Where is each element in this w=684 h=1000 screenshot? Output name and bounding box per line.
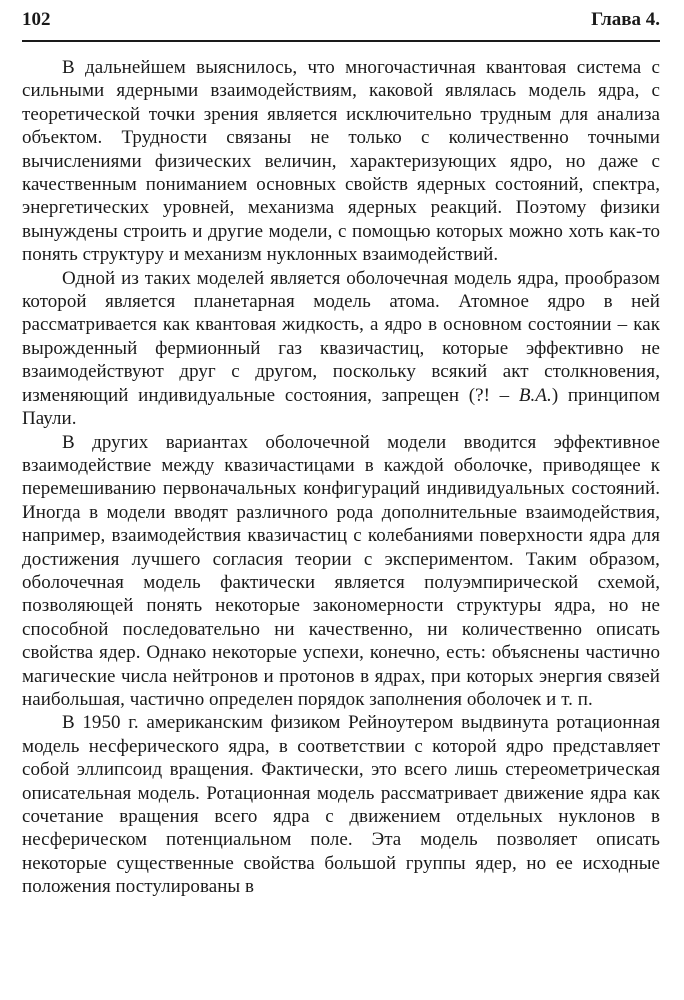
paragraph-2-text: Одной из таких моделей является оболочечная модель ядра, прообразом которой является планетарная модель атома. Атомное ядро в ней рассматривается как квантовая жидкость, а ядро в основном состоянии – как вырожденный фермионный газ квазичастиц, которые эффективно не взаимодействуют друг с другом, поскольку всякий акт столкновения, изменяющий индивидуальные состояния, запрещен (?! – bbox=[22, 267, 660, 406]
paragraph-4: В 1950 г. американским физиком Рейноутером выдвинута ротационная модель несферического ядра, в соответствии с которой ядро представляет собой эллипсоид вращения. Фактически, это всего лишь стереометрическая описательная модель. Ротационная модель рассматривает движение ядра как сочетание вращения всего ядра с движением отдельных нуклонов в несферическом потенциальном поле. Эта модель позволяет описать некоторые существенные свойства большой группы ядер, но ее исходные положения постулированы в bbox=[22, 712, 660, 898]
author-initials: В.А. bbox=[518, 384, 552, 406]
paragraph-2 bbox=[22, 267, 660, 431]
paragraph-3: В других вариантах оболочечной модели вводится эффективное взаимодействие между квазичастицами в каждой оболочке, приводящее к перемешиванию первоначальных конфигураций индивидуальных состояний. Иногда в модели вводят различного рода дополнительные взаимодействия, например, взаимодействия квазичастиц с колебаниями поверхности ядра для достижения лучшего согласия теории с экспериментом. Таким образом, оболочечная модель фактически является полуэмпирической схемой, позволяющей понять некоторые закономерности структуры ядра, но не способной последовательно ни качественно, ни количественно описать свойства ядер. Однако некоторые успехи, конечно, есть: объяснены частично магические числа нейтронов и протонов в ядрах, при которых энергия связей наибольшая, частично определен порядок заполнения оболочек и т. п. bbox=[22, 431, 660, 710]
paragraph-2-tail: ) принципом Паули. bbox=[22, 384, 660, 430]
chapter-title: Глава 4. bbox=[591, 9, 660, 30]
paragraph-1: В дальнейшем выяснилось, что многочастичная квантовая система с сильными ядерными взаимодействиям, каковой являлась модель ядра, с теоретической точки зрения является исключительно трудным для анализа объектом. Трудности связаны не только с количественно точными вычислениями физических величин, характеризующих ядро, но даже с качественным пониманием основных свойств ядерных состояний, спектра, энергетических уровней, механизма ядерных реакций. Поэтому физики вынуждены строить и другие модели, с помощью которых можно хоть как-то понять структуру и механизм нуклонных взаимодействий. bbox=[22, 57, 660, 266]
page-body bbox=[22, 56, 660, 899]
page-number: 102 bbox=[22, 9, 51, 30]
running-header bbox=[22, 8, 660, 42]
